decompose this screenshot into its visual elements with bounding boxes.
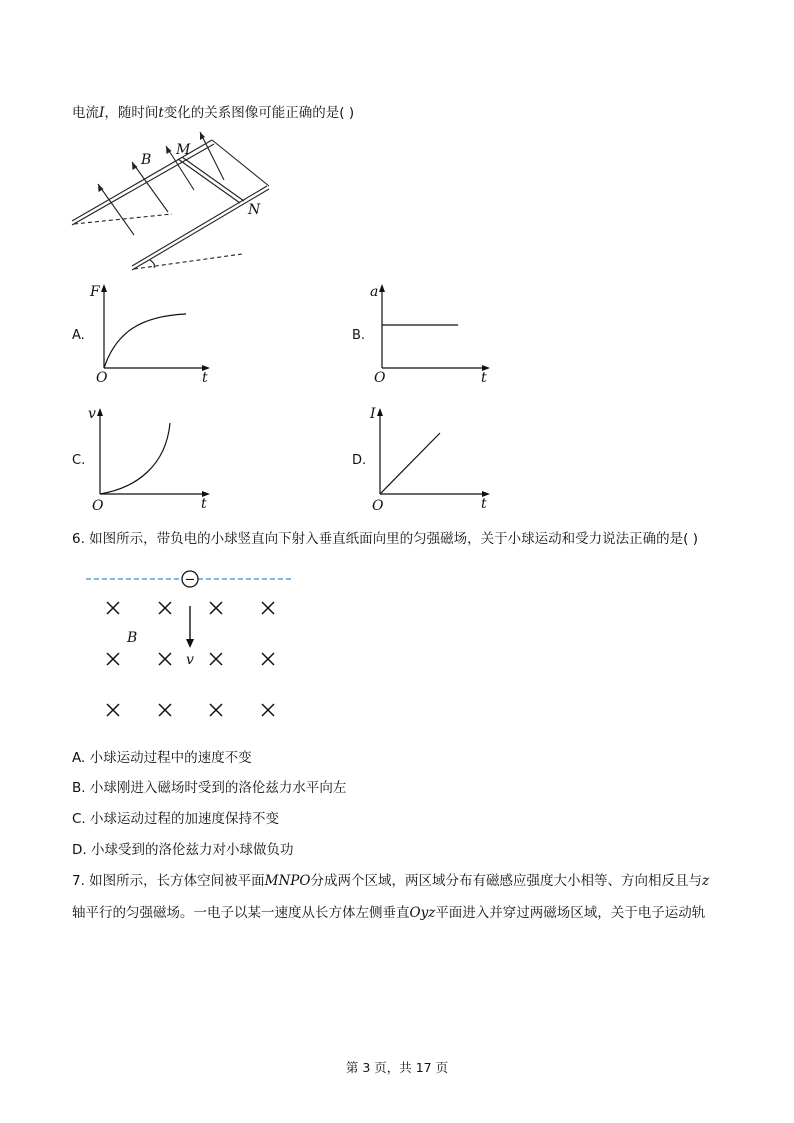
option-d-graph [366, 406, 496, 512]
q6-field-figure [86, 566, 298, 722]
origin-o: O [96, 370, 108, 386]
option-c-graph [86, 406, 216, 512]
option-a-letter: A. [72, 328, 85, 343]
var-t: t [158, 105, 164, 121]
stem-text-1: 电流 [72, 105, 99, 121]
q6-stem: 6. 如图所示，带负电的小球竖直向下射入垂直纸面向里的匀强磁场，关于小球运动和受力说法正确的是( ) [72, 531, 698, 547]
q6-option-a: A. 小球运动过程中的速度不变 [72, 750, 252, 766]
y-label-a: a [370, 284, 379, 300]
q6-option-b: B. 小球刚进入磁场时受到的洛伦兹力水平向左 [72, 780, 347, 796]
stem-text-3: 变化的关系图像可能正确的是( ) [163, 105, 355, 121]
q7-text-3: 轴平行的匀强磁场。一电子以某一速度从长方体左侧垂直 [72, 905, 410, 921]
q5-stem-tail [72, 104, 354, 122]
origin-o: O [374, 370, 386, 386]
var-i: I [99, 105, 105, 121]
page-footer: 第 3 页，共 17 页 [345, 1060, 449, 1075]
origin-o: O [372, 498, 384, 514]
q5-rail-figure [60, 126, 280, 276]
axis-z: z [701, 873, 710, 889]
option-b-letter: B. [352, 328, 366, 343]
velocity-arrow-icon [186, 639, 194, 648]
velocity-label-v: v [186, 652, 194, 668]
q6-option-c: C. 小球运动过程的加速度保持不变 [72, 811, 280, 827]
charge-symbol: − [184, 572, 196, 588]
plane-oyz: Oyz [409, 905, 436, 921]
q7-text-2: 分成两个区域，两区域分布有磁感应强度大小相等、方向相反且与 [310, 873, 702, 889]
label-n: N [248, 202, 261, 218]
plane-mnpo: MNPO [264, 873, 311, 889]
x-label-t: t [481, 496, 487, 512]
option-d-letter: D. [352, 453, 367, 468]
x-label-t: t [201, 496, 207, 512]
origin-o: O [92, 498, 104, 514]
label-b: B [141, 152, 152, 168]
y-label-f: F [90, 284, 100, 300]
option-a-graph [86, 282, 216, 388]
option-b-graph [366, 282, 496, 388]
label-m: M [176, 142, 191, 158]
x-label-t: t [202, 370, 208, 386]
field-label-b: B [127, 630, 138, 646]
option-c-letter: C. [72, 453, 86, 468]
stem-text-2: ，随时间 [104, 105, 159, 121]
q6-option-d: D. 小球受到的洛伦兹力对小球做负功 [72, 842, 294, 858]
y-label-i: I [370, 406, 376, 422]
q7-text-4: 平面进入并穿过两磁场区域，关于电子运动轨 [435, 905, 706, 921]
q7-text-1: 7. 如图所示，长方体空间被平面 [72, 873, 265, 889]
q7-line-2 [72, 904, 705, 922]
y-label-v: v [88, 406, 96, 422]
x-label-t: t [481, 370, 487, 386]
q7-line-1 [72, 872, 709, 890]
